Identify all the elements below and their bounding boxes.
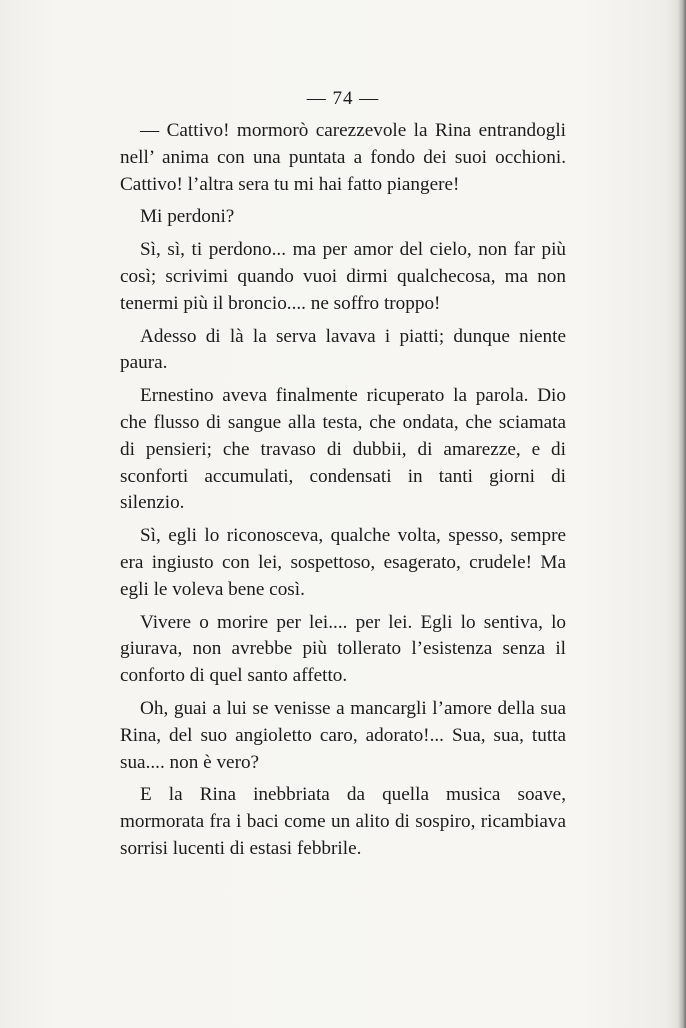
paragraph: Adesso di là la serva lavava i piatti; dunque niente paura. [120, 325, 566, 374]
paragraph: Sì, sì, ti perdono... ma per amor del cielo, non far più così; scrivimi quando vuoi dirmi qualchecosa, ma non tenermi più il broncio.... ne soffro troppo! [120, 239, 566, 314]
body-text [120, 118, 566, 869]
page-edge-shadow [678, 0, 686, 1028]
paragraph: Ernestino aveva finalmente ricuperato la parola. Dio che flusso di sangue alla testa, che ondata, che sciamata di pensieri; che travaso di dubbii, di amarezze, e di sconforti accumulati, condensati in tanti giorni di silenzio. [120, 385, 566, 514]
paragraph: E la Rina inebbriata da quella musica soave, mormorata fra i baci come un alito di sospiro, ricambiava sorrisi lucenti di estasi febbrile. [120, 784, 566, 859]
paragraph: Vivere o morire per lei.... per lei. Egli lo sentiva, lo giurava, non avrebbe più tollerato l’esistenza senza il conforto di quel santo affetto. [120, 611, 566, 687]
page-number: — 74 — [306, 88, 380, 109]
paragraph: Oh, guai a lui se venisse a mancargli l’amore della sua Rina, del suo angioletto caro, adorato!... Sua, sua, tutta sua.... non è vero? [120, 697, 566, 773]
paragraph: Sì, egli lo riconosceva, qualche volta, spesso, sempre era ingiusto con lei, sospettoso, esagerato, crudele! Ma egli le voleva bene così. [120, 525, 566, 600]
paragraph: — Cattivo! mormorò carezzevole la Rina entrandogli nell’ anima con una puntata a fondo dei suoi occhioni. Cattivo! l’altra sera tu mi hai fatto piangere! [120, 120, 566, 195]
paragraph: Mi perdoni? [140, 206, 235, 228]
